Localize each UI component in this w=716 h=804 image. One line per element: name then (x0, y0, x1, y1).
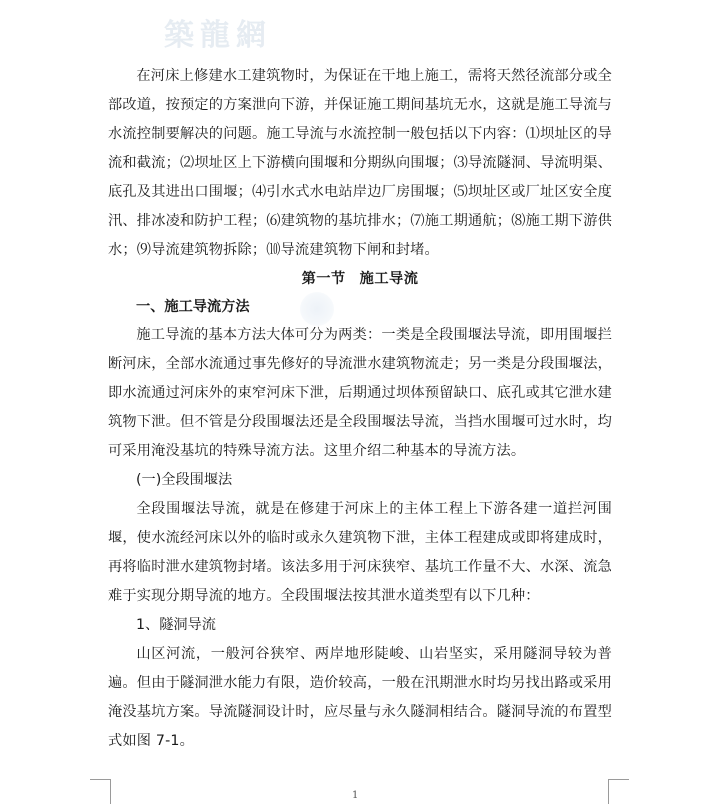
page-number: 1 (352, 790, 359, 801)
heading-full-cofferdam: (一)全段围堰法 (136, 472, 233, 488)
section-number: 第一节 (301, 271, 346, 287)
document-body (108, 62, 612, 756)
heading-construction-diversion-methods: 一、施工导流方法 (136, 299, 250, 315)
margin-corner-mark-right (608, 779, 629, 804)
section-title-text: 施工导流 (359, 271, 419, 287)
watermark-logo: 築龍網 (164, 18, 272, 53)
full-cofferdam-paragraph: 全段围堰法导流，就是在修建于河床上的主体工程上下游各建一道拦河围堰，使水流经河床以外的临时或永久建筑物下泄，主体工程建成或即将建成时，再将临时泄水建筑物封堵。该法多用于河床狭窄、基坑工作量不大、水深、流急难于实现分期导流的地方。全段围堰法按其泄水道类型有以下几种： (108, 501, 612, 604)
heading-tunnel-diversion: 1、隧洞导流 (136, 617, 216, 633)
section-title (108, 265, 612, 293)
tunnel-paragraph: 山区河流，一般河谷狭窄、两岸地形陡峻、山岩坚实，采用隧洞导较为普遍。但由于隧洞泄水能力有限，造价较高，一般在汛期泄水时均另找出路或采用淹没基坑方案。导流隧洞设计时，应尽量与永久隧洞相结合。隧洞导流的布置型式如图 7-1。 (108, 646, 612, 749)
methods-paragraph: 施工导流的基本方法大体可分为两类：一类是全段围堰法导流，即用围堰拦断河床，全部水流通过事先修好的导流泄水建筑物流走；另一类是分段围堰法，即水流通过河床外的束窄河床下泄，后期通过坝体预留缺口、底孔或其它泄水建筑物下泄。但不管是分段围堰法还是全段围堰法导流，当挡水围堰可过水时，均可采用淹没基坑的特殊导流方法。这里介绍二种基本的导流方法。 (108, 327, 612, 459)
margin-corner-mark-left (90, 779, 111, 804)
intro-paragraph: 在河床上修建水工建筑物时，为保证在干地上施工，需将天然径流部分或全部改道，按预定的方案泄向下游，并保证施工期间基坑无水，这就是施工导流与水流控制要解决的问题。施工导流与水流控制一般包括以下内容：⑴坝址区的导流和截流；⑵坝址区上下游横向围堰和分期纵向围堰；⑶导流隧洞、导流明渠、底孔及其进出口围堰；⑷引水式水电站岸边厂房围堰；⑸坝址区或厂址区安全度汛、排冰凌和防护工程；⑹建筑物的基坑排水；⑺施工期通航；⑻施工期下游供水；⑼导流建筑物拆除；⑽导流建筑物下闸和封堵。 (108, 68, 612, 258)
